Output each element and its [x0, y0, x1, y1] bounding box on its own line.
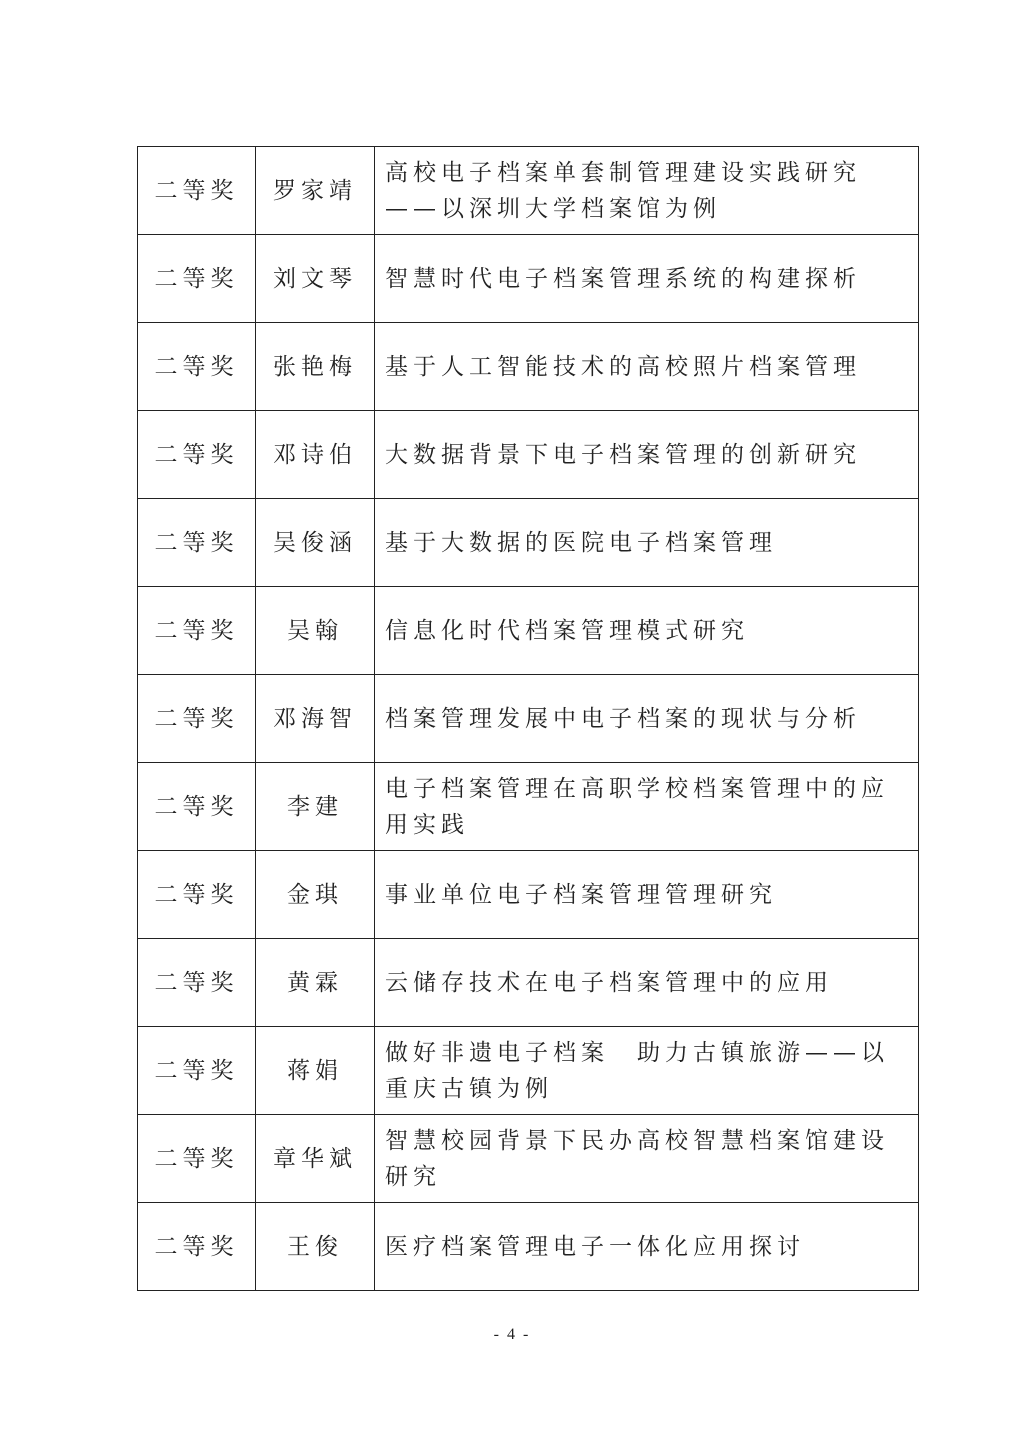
author-name: 刘文琴	[256, 235, 375, 323]
table-row	[138, 147, 919, 235]
page-number: - 4 -	[493, 1326, 531, 1343]
author-name: 吴翰	[256, 587, 375, 675]
award-level: 二等奖	[138, 1203, 256, 1291]
table-row	[138, 939, 919, 1027]
paper-title: 档案管理发展中电子档案的现状与分析	[375, 675, 919, 763]
paper-title: 电子档案管理在高职学校档案管理中的应用实践	[375, 763, 919, 851]
award-level: 二等奖	[138, 763, 256, 851]
paper-title: 基于大数据的医院电子档案管理	[375, 499, 919, 587]
author-name: 章华斌	[256, 1115, 375, 1203]
paper-title: 做好非遗电子档案 助力古镇旅游——以重庆古镇为例	[375, 1027, 919, 1115]
award-level: 二等奖	[138, 147, 256, 235]
award-level: 二等奖	[138, 323, 256, 411]
paper-title: 基于人工智能技术的高校照片档案管理	[375, 323, 919, 411]
table-row	[138, 411, 919, 499]
table-row	[138, 1203, 919, 1291]
award-level: 二等奖	[138, 939, 256, 1027]
table-row	[138, 235, 919, 323]
paper-title: 智慧校园背景下民办高校智慧档案馆建设研究	[375, 1115, 919, 1203]
award-level: 二等奖	[138, 499, 256, 587]
award-table	[137, 146, 919, 1291]
author-name: 吴俊涵	[256, 499, 375, 587]
table-row	[138, 323, 919, 411]
author-name: 李建	[256, 763, 375, 851]
award-level: 二等奖	[138, 235, 256, 323]
paper-title: 智慧时代电子档案管理系统的构建探析	[375, 235, 919, 323]
paper-title: 云储存技术在电子档案管理中的应用	[375, 939, 919, 1027]
award-level: 二等奖	[138, 411, 256, 499]
table-row	[138, 851, 919, 939]
author-name: 邓海智	[256, 675, 375, 763]
paper-title: 大数据背景下电子档案管理的创新研究	[375, 411, 919, 499]
table-row	[138, 587, 919, 675]
author-name: 金琪	[256, 851, 375, 939]
table-row	[138, 1115, 919, 1203]
paper-title: 医疗档案管理电子一体化应用探讨	[375, 1203, 919, 1291]
paper-title: 事业单位电子档案管理管理研究	[375, 851, 919, 939]
author-name: 蒋娟	[256, 1027, 375, 1115]
author-name: 罗家靖	[256, 147, 375, 235]
author-name: 邓诗伯	[256, 411, 375, 499]
award-level: 二等奖	[138, 675, 256, 763]
award-level: 二等奖	[138, 587, 256, 675]
table-row	[138, 499, 919, 587]
table-row	[138, 763, 919, 851]
table-row	[138, 1027, 919, 1115]
award-level: 二等奖	[138, 1027, 256, 1115]
author-name: 黄霖	[256, 939, 375, 1027]
paper-title: 信息化时代档案管理模式研究	[375, 587, 919, 675]
award-level: 二等奖	[138, 851, 256, 939]
author-name: 张艳梅	[256, 323, 375, 411]
award-level: 二等奖	[138, 1115, 256, 1203]
paper-title: 高校电子档案单套制管理建设实践研究——以深圳大学档案馆为例	[375, 147, 919, 235]
author-name: 王俊	[256, 1203, 375, 1291]
table-row	[138, 675, 919, 763]
